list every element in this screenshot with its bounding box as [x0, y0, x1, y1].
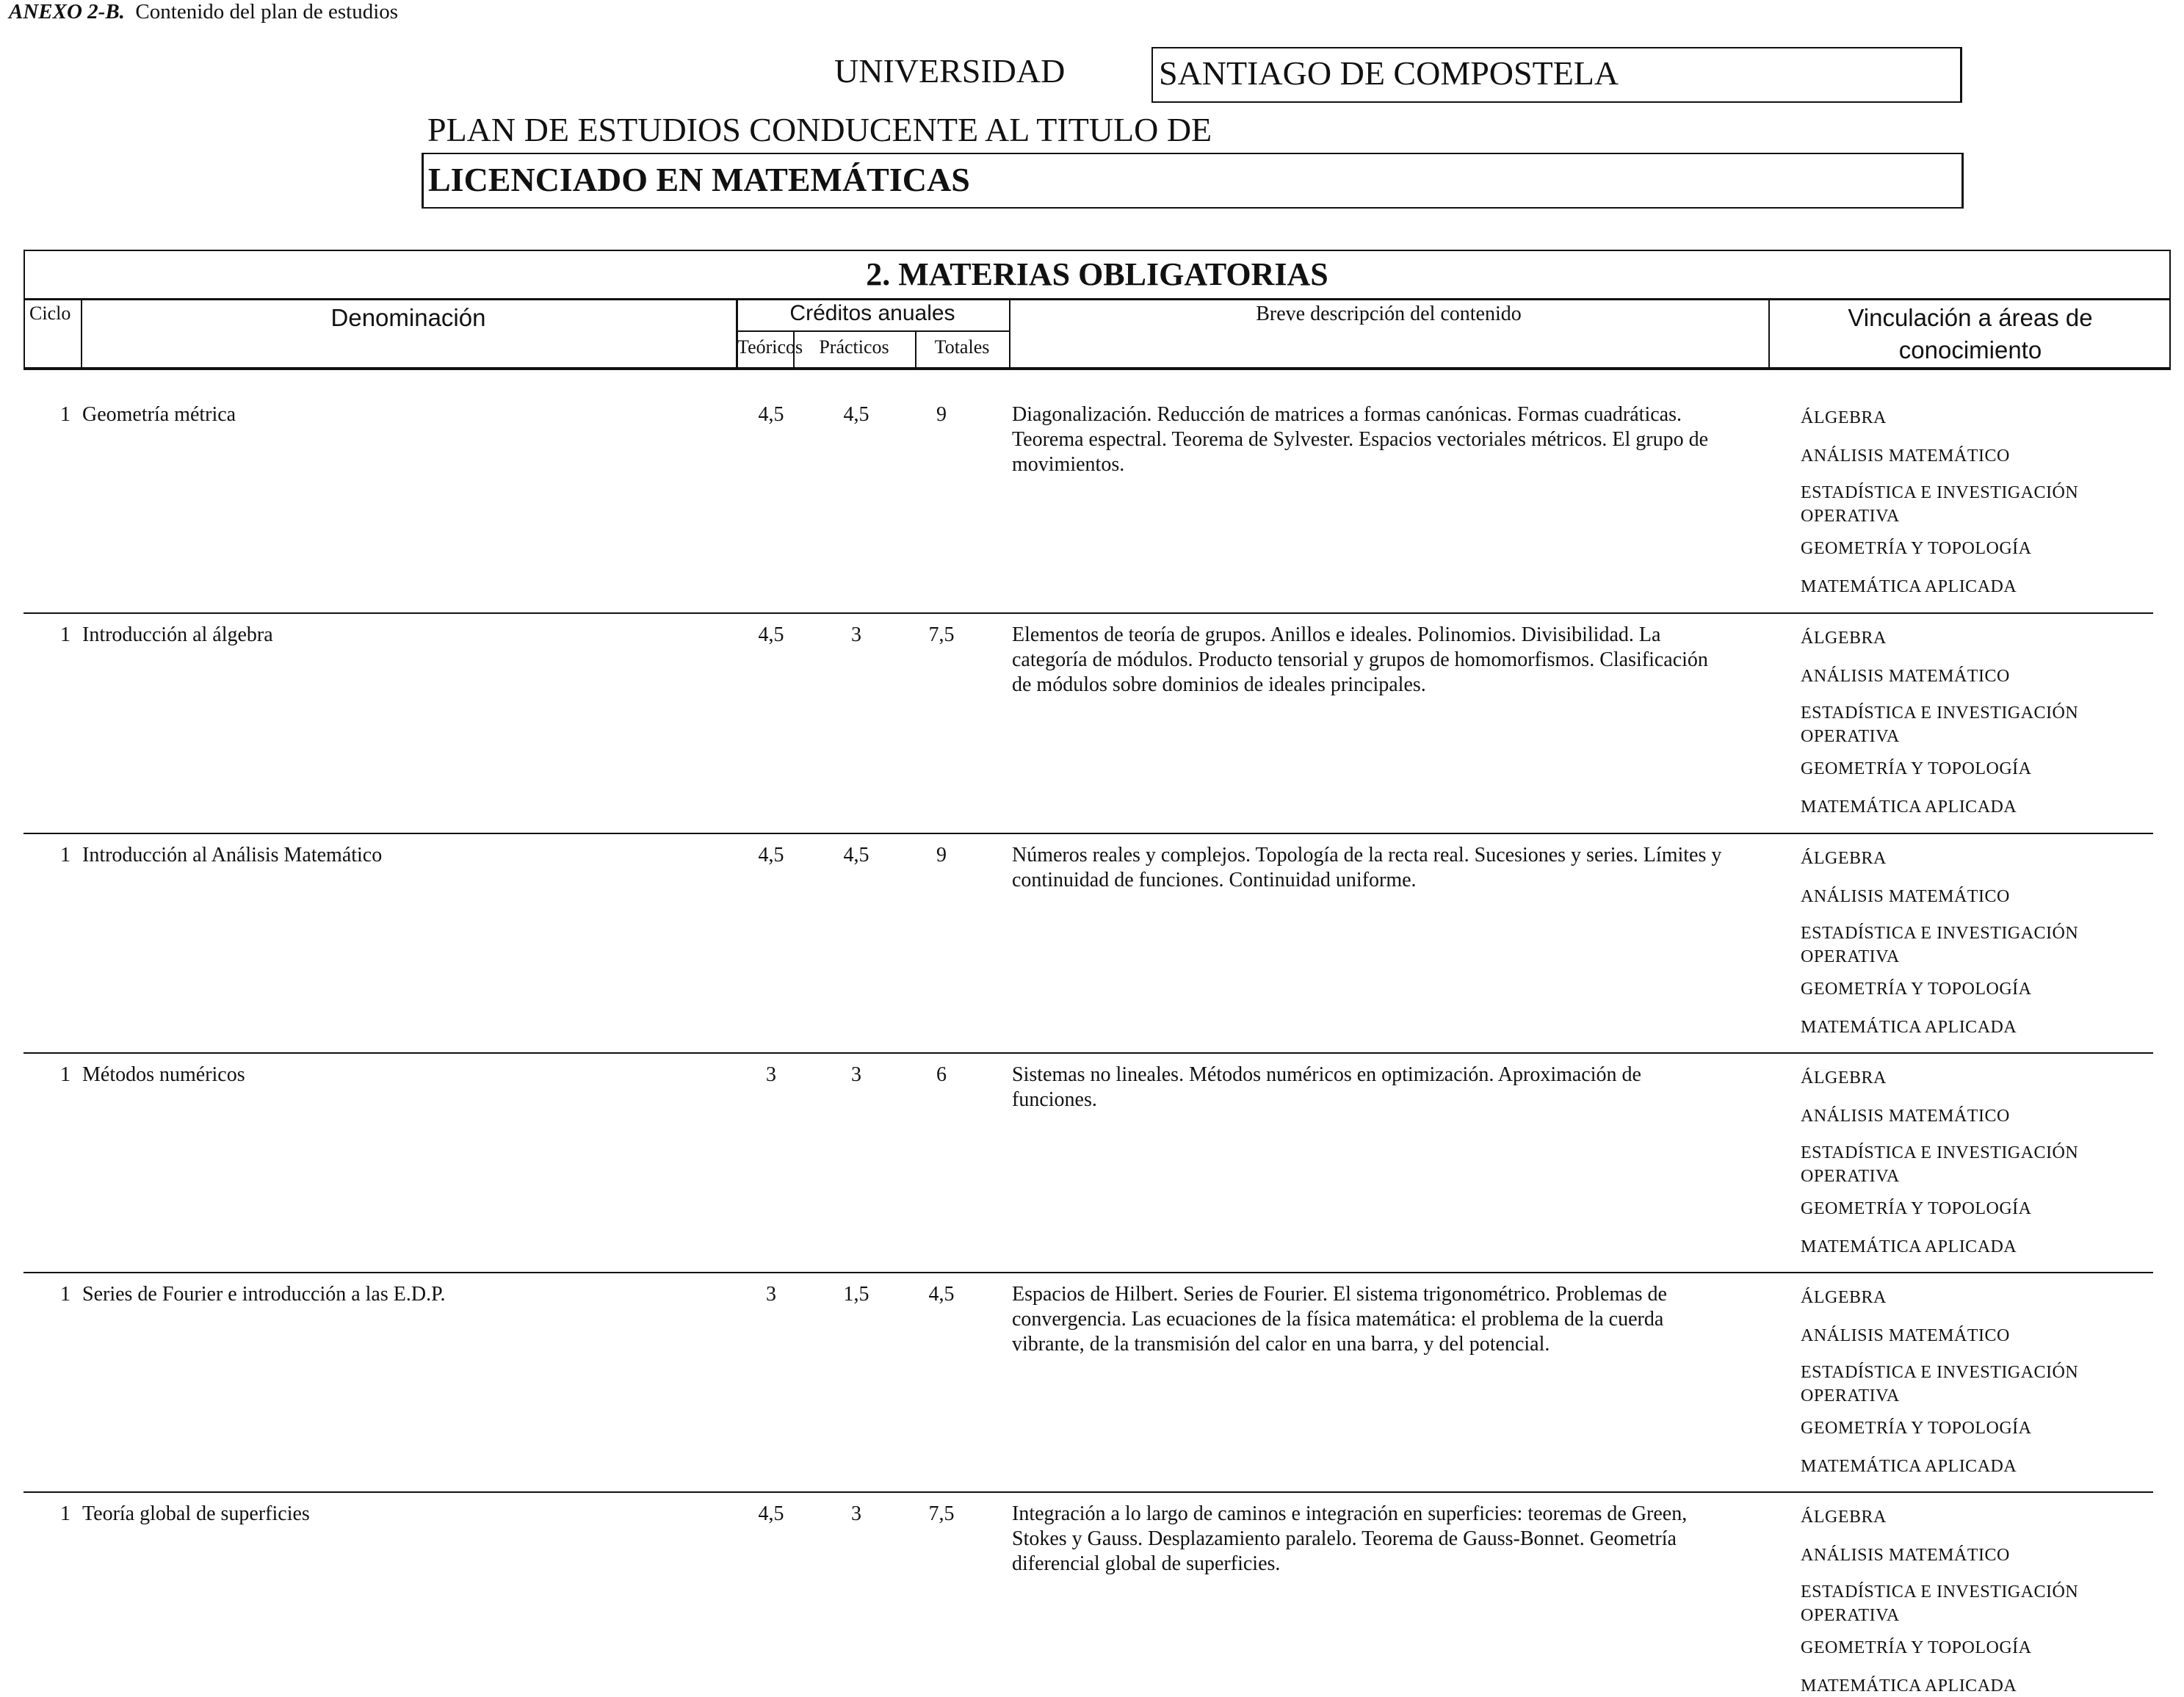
annex-heading [9, 0, 398, 24]
annex-number: ANEXO 2-B. [9, 0, 125, 23]
row-practicos: 3 [851, 1502, 861, 1525]
row-denominacion: Teoría global de superficies [82, 1502, 310, 1525]
row-divider [23, 1052, 2153, 1054]
row-descripcion-line: continuidad de funciones. Continuidad uniforme. [1012, 869, 1417, 891]
row-descripcion-line: vibrante, de la transmisión del calor en una barra, y del potencial. [1012, 1333, 1550, 1356]
area-item: MATEMÁTICA APLICADA [1801, 1676, 2017, 1696]
row-denominacion: Geometría métrica [82, 403, 236, 426]
area-item: OPERATIVA [1801, 507, 1900, 526]
header-ciclo: Ciclo [29, 303, 71, 324]
row-divider [23, 612, 2153, 614]
row-descripcion-line: categoría de módulos. Producto tensorial y grupos de homomorfismos. Clasificación [1012, 648, 1708, 671]
plan-label: PLAN DE ESTUDIOS CONDUCENTE AL TITULO DE [427, 111, 1212, 148]
row-totales: 4,5 [928, 1283, 955, 1306]
area-item: GEOMETRÍA Y TOPOLOGÍA [1801, 980, 2032, 999]
row-denominacion: Introducción al Análisis Matemático [82, 844, 383, 866]
annex-text: Contenido del plan de estudios [135, 0, 399, 23]
row-ciclo: 1 [60, 1283, 70, 1306]
area-item: GEOMETRÍA Y TOPOLOGÍA [1801, 1638, 2032, 1657]
area-item: ANÁLISIS MATEMÁTICO [1801, 1546, 2010, 1565]
subheader-divider [736, 330, 1009, 332]
row-descripcion-line: Integración a lo largo de caminos e integración en superficies: teoremas de Green, [1012, 1502, 1688, 1525]
area-item: ANÁLISIS MATEMÁTICO [1801, 887, 2010, 906]
area-item: MATEMÁTICA APLICADA [1801, 1018, 2017, 1037]
area-item: OPERATIVA [1801, 1386, 1900, 1405]
row-totales: 7,5 [928, 1502, 955, 1525]
header-practicos: Prácticos [819, 336, 889, 358]
area-item: ÁLGEBRA [1801, 629, 1887, 648]
row-ciclo: 1 [60, 844, 70, 866]
row-ciclo: 1 [60, 403, 70, 426]
row-descripcion-line: de módulos sobre dominios de ideales principales. [1012, 673, 1426, 696]
row-descripcion-line: Elementos de teoría de grupos. Anillos e ideales. Polinomios. Divisibilidad. La [1012, 623, 1661, 646]
area-item: MATEMÁTICA APLICADA [1801, 797, 2017, 817]
universidad-label: UNIVERSIDAD [834, 52, 1066, 90]
area-item: OPERATIVA [1801, 947, 1900, 966]
row-practicos: 3 [851, 623, 861, 646]
row-areas [1801, 1067, 2183, 1258]
area-item: ÁLGEBRA [1801, 849, 1887, 868]
header-vinculacion: Vinculación a áreas de [1848, 304, 2093, 331]
area-item: ESTADÍSTICA E INVESTIGACIÓN [1801, 924, 2079, 943]
row-totales: 9 [936, 403, 947, 426]
row-descripcion-line: Sistemas no lineales. Métodos numéricos en optimización. Aproximación de [1012, 1063, 1641, 1086]
area-item: OPERATIVA [1801, 1606, 1900, 1625]
row-practicos: 1,5 [843, 1283, 869, 1306]
row-divider [23, 833, 2153, 834]
header-divider [25, 298, 2169, 300]
header-conocimiento: conocimiento [1898, 336, 2042, 363]
row-teoricos: 4,5 [758, 403, 784, 426]
titulo-field: LICENCIADO EN MATEMÁTICAS [422, 153, 1964, 209]
area-item: GEOMETRÍA Y TOPOLOGÍA [1801, 539, 2032, 558]
row-divider [23, 1491, 2153, 1493]
row-descripcion-line: funciones. [1012, 1088, 1097, 1111]
row-teoricos: 4,5 [758, 844, 784, 866]
area-item: ÁLGEBRA [1801, 1068, 1887, 1088]
row-totales: 7,5 [928, 623, 955, 646]
header-denominacion: Denominación [330, 304, 486, 331]
row-teoricos: 3 [766, 1283, 776, 1306]
row-denominacion: Series de Fourier e introducción a las E.D.P. [82, 1283, 446, 1306]
row-divider [23, 1272, 2153, 1273]
area-item: ANÁLISIS MATEMÁTICO [1801, 667, 2010, 686]
area-item: ANÁLISIS MATEMÁTICO [1801, 1107, 2010, 1126]
table-title: 2. MATERIAS OBLIGATORIAS [866, 256, 1328, 292]
row-teoricos: 4,5 [758, 623, 784, 646]
row-practicos: 4,5 [843, 844, 869, 866]
row-areas [1801, 407, 2183, 598]
area-item: ESTADÍSTICA E INVESTIGACIÓN [1801, 1363, 2079, 1382]
row-denominacion: Métodos numéricos [82, 1063, 245, 1086]
row-areas [1801, 627, 2183, 818]
row-areas [1801, 1287, 2183, 1477]
area-item: ANÁLISIS MATEMÁTICO [1801, 1326, 2010, 1345]
header-descripcion: Breve descripción del contenido [1256, 303, 1522, 325]
area-item: ÁLGEBRA [1801, 408, 1887, 427]
area-item: GEOMETRÍA Y TOPOLOGÍA [1801, 1199, 2032, 1218]
area-item: OPERATIVA [1801, 727, 1900, 746]
row-descripcion-line: Espacios de Hilbert. Series de Fourier. El sistema trigonométrico. Problemas de [1012, 1283, 1667, 1306]
row-descripcion-line: diferencial global de superficies. [1012, 1552, 1281, 1575]
row-ciclo: 1 [60, 1063, 70, 1086]
area-item: GEOMETRÍA Y TOPOLOGÍA [1801, 1419, 2032, 1438]
header-creditos: Créditos anuales [789, 301, 955, 325]
row-descripcion-line: Teorema espectral. Teorema de Sylvester. Espacios vectoriales métricos. El grupo de [1012, 428, 1708, 451]
area-item: MATEMÁTICA APLICADA [1801, 1457, 2017, 1476]
area-item: ÁLGEBRA [1801, 1508, 1887, 1527]
row-teoricos: 4,5 [758, 1502, 784, 1525]
row-ciclo: 1 [60, 1502, 70, 1525]
header-totales: Totales [934, 336, 990, 358]
row-totales: 9 [936, 844, 947, 866]
area-item: MATEMÁTICA APLICADA [1801, 1237, 2017, 1256]
row-denominacion: Introducción al álgebra [82, 623, 273, 646]
row-practicos: 3 [851, 1063, 861, 1086]
row-totales: 6 [936, 1063, 947, 1086]
row-descripcion-line: Números reales y complejos. Topología de la recta real. Sucesiones y series. Límites y [1012, 844, 1722, 866]
row-teoricos: 3 [766, 1063, 776, 1086]
area-item: ÁLGEBRA [1801, 1288, 1887, 1307]
area-item: GEOMETRÍA Y TOPOLOGÍA [1801, 759, 2032, 778]
area-item: ESTADÍSTICA E INVESTIGACIÓN [1801, 1143, 2079, 1162]
row-descripcion-line: Diagonalización. Reducción de matrices a formas canónicas. Formas cuadráticas. [1012, 403, 1682, 426]
area-item: ESTADÍSTICA E INVESTIGACIÓN [1801, 483, 2079, 502]
area-item: MATEMÁTICA APLICADA [1801, 577, 2017, 596]
row-areas [1801, 847, 2183, 1038]
row-areas [1801, 1506, 2183, 1697]
area-item: ESTADÍSTICA E INVESTIGACIÓN [1801, 1582, 2079, 1602]
area-item: ESTADÍSTICA E INVESTIGACIÓN [1801, 703, 2079, 723]
row-descripcion-line: movimientos. [1012, 453, 1125, 476]
row-descripcion-line: Stokes y Gauss. Desplazamiento paralelo. Teorema de Gauss-Bonnet. Geometría [1012, 1527, 1677, 1550]
row-practicos: 4,5 [843, 403, 869, 426]
header-teoricos: Teóricos [737, 336, 803, 358]
row-ciclo: 1 [60, 623, 70, 646]
table-header [23, 250, 2171, 370]
row-descripcion-line: convergencia. Las ecuaciones de la física matemática: el problema de la cuerda [1012, 1308, 1664, 1331]
area-item: OPERATIVA [1801, 1167, 1900, 1186]
area-item: ANÁLISIS MATEMÁTICO [1801, 446, 2010, 466]
universidad-field: SANTIAGO DE COMPOSTELA [1151, 47, 1962, 103]
